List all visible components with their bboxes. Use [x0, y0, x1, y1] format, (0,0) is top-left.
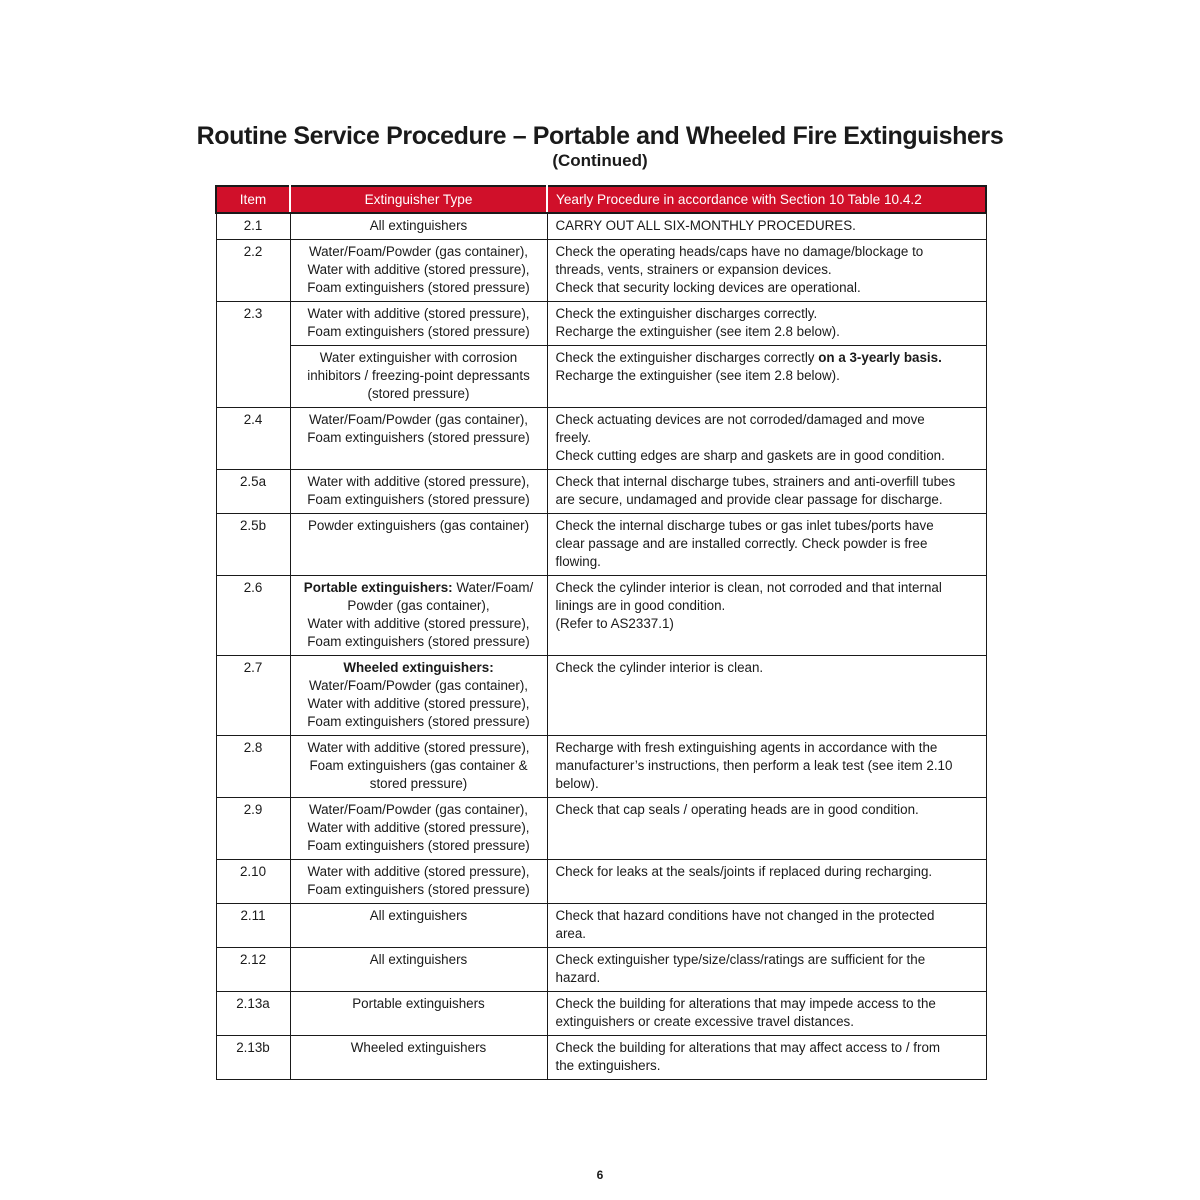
yearly-procedure: Check that hazard conditions have not changed in the protected area.	[547, 904, 986, 948]
table-row	[216, 904, 986, 948]
yearly-procedure: Check the cylinder interior is clean, not corroded and that internal linings are in good condition. (Refer to AS2337.1)	[547, 576, 986, 656]
table-row	[216, 346, 986, 408]
item-number: 2.12	[216, 948, 290, 992]
extinguisher-type: All extinguishers	[290, 948, 547, 992]
table-row	[216, 948, 986, 992]
emphasis-text: Wheeled extinguishers:	[343, 660, 494, 675]
extinguisher-type: Water with additive (stored pressure), Foam extinguishers (stored pressure)	[290, 860, 547, 904]
extinguisher-type: All extinguishers	[290, 904, 547, 948]
emphasis-text: Portable extinguishers:	[303, 580, 453, 595]
item-number: 2.6	[216, 576, 290, 656]
extinguisher-type: Wheeled extinguishers: Water/Foam/Powder (gas container), Water with additive (stored pressure), Foam extinguishers (stored pressure)	[290, 656, 547, 736]
yearly-procedure: Check the internal discharge tubes or gas inlet tubes/ports have clear passage and are installed correctly. Check powder is free flowing.	[547, 514, 986, 576]
table-row	[216, 1036, 986, 1080]
item-number: 2.9	[216, 798, 290, 860]
table-row	[216, 240, 986, 302]
item-number: 2.8	[216, 736, 290, 798]
extinguisher-type: Water extinguisher with corrosion inhibitors / freezing-point depressants (stored pressure)	[290, 346, 547, 408]
item-number	[216, 346, 290, 408]
yearly-procedure: Check for leaks at the seals/joints if replaced during recharging.	[547, 860, 986, 904]
yearly-procedure: Check actuating devices are not corroded/damaged and move freely. Check cutting edges are sharp and gaskets are in good condition.	[547, 408, 986, 470]
table-row	[216, 736, 986, 798]
extinguisher-type: Wheeled extinguishers	[290, 1036, 547, 1080]
item-number: 2.11	[216, 904, 290, 948]
extinguisher-type: Water with additive (stored pressure), Foam extinguishers (stored pressure)	[290, 302, 547, 346]
yearly-procedure: Check the operating heads/caps have no damage/blockage to threads, vents, strainers or expansion devices. Check that security locking devices are operational.	[547, 240, 986, 302]
extinguisher-type: Portable extinguishers: Water/Foam/ Powder (gas container), Water with additive (stored pressure), Foam extinguishers (stored pressure)	[290, 576, 547, 656]
page-subtitle: (Continued)	[552, 151, 648, 170]
page-number: 6	[596, 1168, 604, 1182]
item-number: 2.13b	[216, 1036, 290, 1080]
header-item: Item	[216, 186, 290, 213]
extinguisher-type: Water/Foam/Powder (gas container), Water with additive (stored pressure), Foam extinguishers (stored pressure)	[290, 798, 547, 860]
table-row	[216, 576, 986, 656]
yearly-procedure: Check the building for alterations that may impede access to the extinguishers or create excessive travel distances.	[547, 992, 986, 1036]
extinguisher-type: All extinguishers	[290, 213, 547, 240]
item-number: 2.1	[216, 213, 290, 240]
extinguisher-type: Water with additive (stored pressure), Foam extinguishers (gas container & stored pressure)	[290, 736, 547, 798]
item-number: 2.4	[216, 408, 290, 470]
header-extinguisher-type: Extinguisher Type	[290, 186, 547, 213]
yearly-procedure: Check that cap seals / operating heads are in good condition.	[547, 798, 986, 860]
extinguisher-type: Water with additive (stored pressure), Foam extinguishers (stored pressure)	[290, 470, 547, 514]
table-row	[216, 408, 986, 470]
emphasis-text: on a 3-yearly basis.	[818, 350, 942, 365]
yearly-procedure: Check that internal discharge tubes, strainers and anti-overfill tubes are secure, undamaged and provide clear passage for discharge.	[547, 470, 986, 514]
yearly-procedure: Recharge with fresh extinguishing agents in accordance with the manufacturer’s instructions, then perform a leak test (see item 2.10 below).	[547, 736, 986, 798]
table-row	[216, 514, 986, 576]
item-number: 2.7	[216, 656, 290, 736]
item-number: 2.13a	[216, 992, 290, 1036]
page-title: Routine Service Procedure – Portable and Wheeled Fire Extinguishers	[196, 122, 1004, 150]
service-procedure-table	[215, 185, 987, 1080]
item-number: 2.2	[216, 240, 290, 302]
yearly-procedure: CARRY OUT ALL SIX-MONTHLY PROCEDURES.	[547, 213, 986, 240]
table-row	[216, 213, 986, 240]
item-number: 2.3	[216, 302, 290, 346]
yearly-procedure: Check the cylinder interior is clean.	[547, 656, 986, 736]
item-number: 2.5b	[216, 514, 290, 576]
extinguisher-type: Portable extinguishers	[290, 992, 547, 1036]
extinguisher-type: Water/Foam/Powder (gas container), Water with additive (stored pressure), Foam extinguishers (stored pressure)	[290, 240, 547, 302]
yearly-procedure: Check extinguisher type/size/class/ratings are sufficient for the hazard.	[547, 948, 986, 992]
table-row	[216, 470, 986, 514]
yearly-procedure: Check the building for alterations that may affect access to / from the extinguishers.	[547, 1036, 986, 1080]
extinguisher-type: Powder extinguishers (gas container)	[290, 514, 547, 576]
extinguisher-type: Water/Foam/Powder (gas container), Foam extinguishers (stored pressure)	[290, 408, 547, 470]
table-header-row	[216, 186, 986, 213]
table-row	[216, 302, 986, 346]
table-row	[216, 798, 986, 860]
yearly-procedure: Check the extinguisher discharges correctly on a 3-yearly basis. Recharge the extinguisher (see item 2.8 below).	[547, 346, 986, 408]
table-row	[216, 992, 986, 1036]
item-number: 2.10	[216, 860, 290, 904]
table-row	[216, 656, 986, 736]
header-yearly-procedure: Yearly Procedure in accordance with Section 10 Table 10.4.2	[547, 186, 986, 213]
table-row	[216, 860, 986, 904]
item-number: 2.5a	[216, 470, 290, 514]
yearly-procedure: Check the extinguisher discharges correctly. Recharge the extinguisher (see item 2.8 below).	[547, 302, 986, 346]
